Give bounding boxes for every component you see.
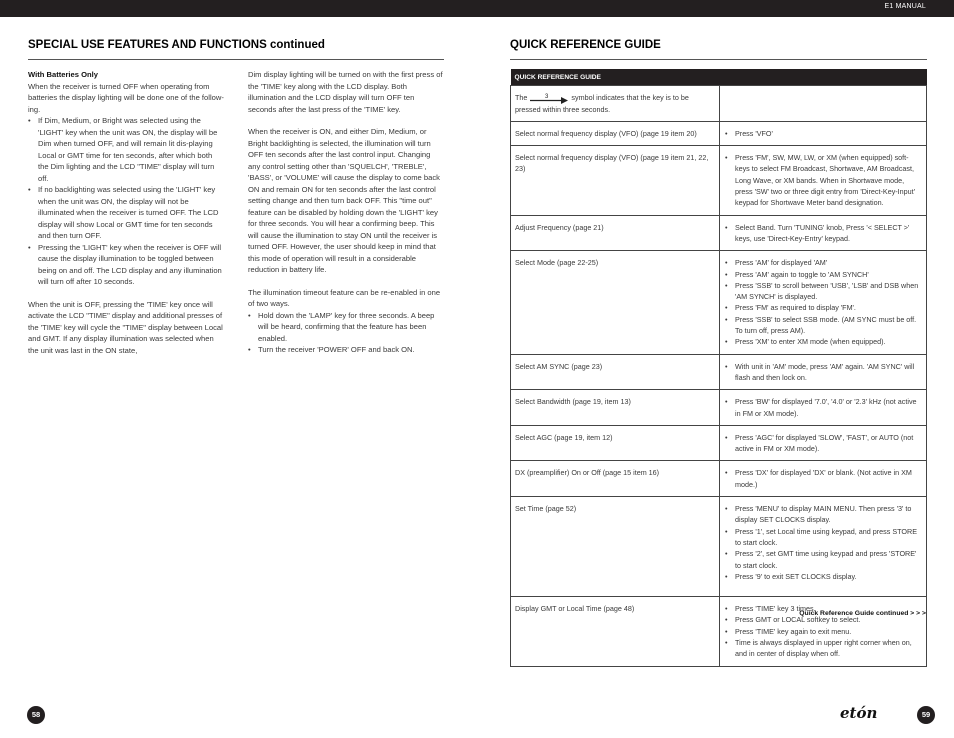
step-item: • Press 'DX' for displayed 'DX' or blank. (Not active in XM mode.) <box>724 467 922 490</box>
steps-cell <box>720 597 927 666</box>
right-title-rule <box>510 59 927 60</box>
task-cell: Select AGC (page 19, item 12) <box>511 425 720 461</box>
page-number-left: 58 <box>27 706 45 724</box>
step-item: • Press '9' to exit SET CLOCKS display. <box>724 571 922 582</box>
task-cell: Select normal frequency display (VFO) (page 19 item 21, 22, 23) <box>511 146 720 215</box>
task-cell: Select normal frequency display (VFO) (page 19 item 20) <box>511 121 720 145</box>
task-cell: Set Time (page 52) <box>511 497 720 597</box>
intro-paragraph: When the receiver is turned OFF when operating from batteries the display lighting will be done one of the follow-ing. <box>28 81 224 114</box>
three-second-arrow-icon <box>529 93 569 104</box>
symbol-legend-cell <box>511 86 720 122</box>
steps-cell <box>720 461 927 497</box>
left-title-rule <box>28 59 444 60</box>
list-item: • If no backlighting was selected using the 'LIGHT' key when the unit was ON, the display will not be illuminated when the receiver is turned OFF. The LCD display will show Local or GMT time for ten seconds and then turn OFF. <box>28 184 224 242</box>
right-section-title: QUICK REFERENCE GUIDE <box>510 39 661 51</box>
table-row <box>511 461 927 497</box>
task-cell: Select AM SYNC (page 23) <box>511 354 720 390</box>
step-item: • Press 'AM' again to toggle to 'AM SYNCH' <box>724 269 922 280</box>
page-number-right: 59 <box>917 706 935 724</box>
task-cell: Select Mode (page 22-25) <box>511 251 720 354</box>
quick-reference-table <box>510 69 927 667</box>
table-row <box>511 425 927 461</box>
table-row <box>511 251 927 354</box>
eton-logo: etón <box>840 704 878 722</box>
table-row <box>511 146 927 215</box>
steps-cell <box>720 390 927 426</box>
steps-cell <box>720 215 927 251</box>
step-item: • Press 'BW' for displayed '7.0', '4.0' or '2.3' kHz (not active in FM or XM mode). <box>724 396 922 419</box>
table-row <box>511 497 927 597</box>
table-row <box>511 86 927 122</box>
subheading: With Batteries Only <box>28 70 98 79</box>
paragraph: When the unit is OFF, pressing the 'TIME' key once will activate the LCD "TIME" display and additional presses of the 'TIME' key will cycle the "TIME" display between Local and GMT. If any display illumination was selected when the unit was last in the ON state, <box>28 299 223 355</box>
step-item: • Press '1', set Local time using keypad, and press STORE to start clock. <box>724 526 922 549</box>
continued-note: Quick Reference Guide continued > > > <box>799 610 926 617</box>
task-cell: Adjust Frequency (page 21) <box>511 215 720 251</box>
task-cell: DX (preamplifier) On or Off (page 15 item 16) <box>511 461 720 497</box>
task-cell: Select Bandwidth (page 19, item 13) <box>511 390 720 426</box>
symbol-legend-after: symbol indicates that the key is to be pressed within three seconds. <box>515 93 689 114</box>
left-column-1 <box>28 69 224 367</box>
paragraph: When the receiver is ON, and either Dim, Medium, or Bright backlighting is selected, the illumination will turn OFF ten seconds after the last control input. Changing any control setting other than 'SQUELCH', 'TREBLE', 'BASS', or 'VOLUME' will cause the display to come back ON and remain ON for ten seconds after the last control setting change and then turn back OFF. This "time out" feature can be disabled by holding down the 'LIGHT' key for three seconds. You will hear a confirming beep. This will cause the illumination to stay ON until the receiver is turned OFF. However, the user should keep in mind that this mode of operation will result in a considerable reduction in battery life. <box>248 127 440 274</box>
step-item: • Press 'FM' as required to display 'FM'. <box>724 302 922 313</box>
steps-cell <box>720 251 927 354</box>
step-item: • Press '2', set GMT time using keypad and press 'STORE' to start clock. <box>724 548 922 571</box>
table-row <box>511 215 927 251</box>
step-item: • Press 'MENU' to display MAIN MENU. Then press '3' to display SET CLOCKS display. <box>724 503 922 526</box>
left-column-2 <box>248 69 444 367</box>
table-row <box>511 597 927 666</box>
list-item: • If Dim, Medium, or Bright was selected using the 'LIGHT' key when the unit was ON, the display will be Dim when turned OFF, and will remain lit dis-playing Local or GMT time for ten seconds, after which both the Dim lighting and the LCD "TIME" display will turn off. <box>28 115 224 184</box>
table-row <box>511 354 927 390</box>
steps-cell <box>720 497 927 597</box>
top-bar <box>0 0 954 17</box>
empty-cell <box>720 86 927 122</box>
step-item: • Press 'SSB' to scroll between 'USB', 'LSB' and DSB when 'AM SYNCH' is displayed. <box>724 280 922 303</box>
battery-bullets <box>28 115 224 288</box>
list-item: • Hold down the 'LAMP' key for three seconds. A beep will be heard, confirming that the feature has been enabled. <box>248 310 444 345</box>
step-item: • Press 'FM', SW, MW, LW, or XM (when equipped) soft-keys to select FM Broadcast, Shortwave, AM Broadcast, Long Wave, or XM bands. When in Shortwave mode, press 'SW' two or three digit entry from 'Direct-Key-Input' keypad for Shortwave Meter band designation. <box>724 152 922 208</box>
left-section-title: SPECIAL USE FEATURES AND FUNCTIONS continued <box>28 39 325 51</box>
steps-cell <box>720 425 927 461</box>
arrow-number: 3 <box>545 93 549 100</box>
reenable-bullets <box>248 310 444 356</box>
manual-prefix: E1 <box>884 3 894 10</box>
step-item: • Time is always displayed in upper right corner when on, and in center of display when off. <box>724 637 922 660</box>
step-item: • Press GMT or LOCAL softkey to select. <box>724 614 922 625</box>
symbol-legend-before: The <box>515 93 528 102</box>
step-item: • Press 'XM' to enter XM mode (when equipped). <box>724 336 922 347</box>
table-header: QUICK REFERENCE GUIDE <box>511 69 927 86</box>
step-item: • Press 'AGC' for displayed 'SLOW', 'FAST', or AUTO (not active in FM or XM mode). <box>724 432 922 455</box>
list-item: • Pressing the 'LIGHT' key when the receiver is OFF will cause the display illumination to be toggled between being on and off. The LCD display and any illumination will turn off after 10 seconds. <box>28 242 224 288</box>
steps-cell <box>720 354 927 390</box>
table-row <box>511 121 927 145</box>
table-row <box>511 390 927 426</box>
task-cell: Display GMT or Local Time (page 48) <box>511 597 720 666</box>
steps-cell <box>720 121 927 145</box>
manual-label <box>885 3 927 10</box>
step-item: • Press 'TIME' key 3 times. <box>724 603 922 614</box>
paragraph: Dim display lighting will be turned on with the first press of the 'TIME' key along with the LCD display. Both illumination and the LCD display will turn OFF ten seconds after the last press of the 'TIME' key. <box>248 70 443 114</box>
paragraph: The illumination timeout feature can be re-enabled in one of two ways. <box>248 287 441 308</box>
step-item: • Press 'VFO' <box>724 128 922 139</box>
list-item: • Turn the receiver 'POWER' OFF and back ON. <box>248 344 444 356</box>
manual-label-text: MANUAL <box>895 3 926 10</box>
step-item: • Press 'AM' for displayed 'AM' <box>724 257 922 268</box>
step-item: • With unit in 'AM' mode, press 'AM' again. 'AM SYNC' will flash and then lock on. <box>724 361 922 384</box>
steps-cell <box>720 146 927 215</box>
step-item: • Press 'SSB' to select SSB mode. (AM SYNC must be off. To turn off, press AM). <box>724 314 922 337</box>
step-item: • Press 'TIME' key again to exit menu. <box>724 626 922 637</box>
step-item: • Select Band. Turn 'TUNING' knob, Press '< SELECT >' keys, use 'Direct-Key-Entry' keypad. <box>724 222 922 245</box>
